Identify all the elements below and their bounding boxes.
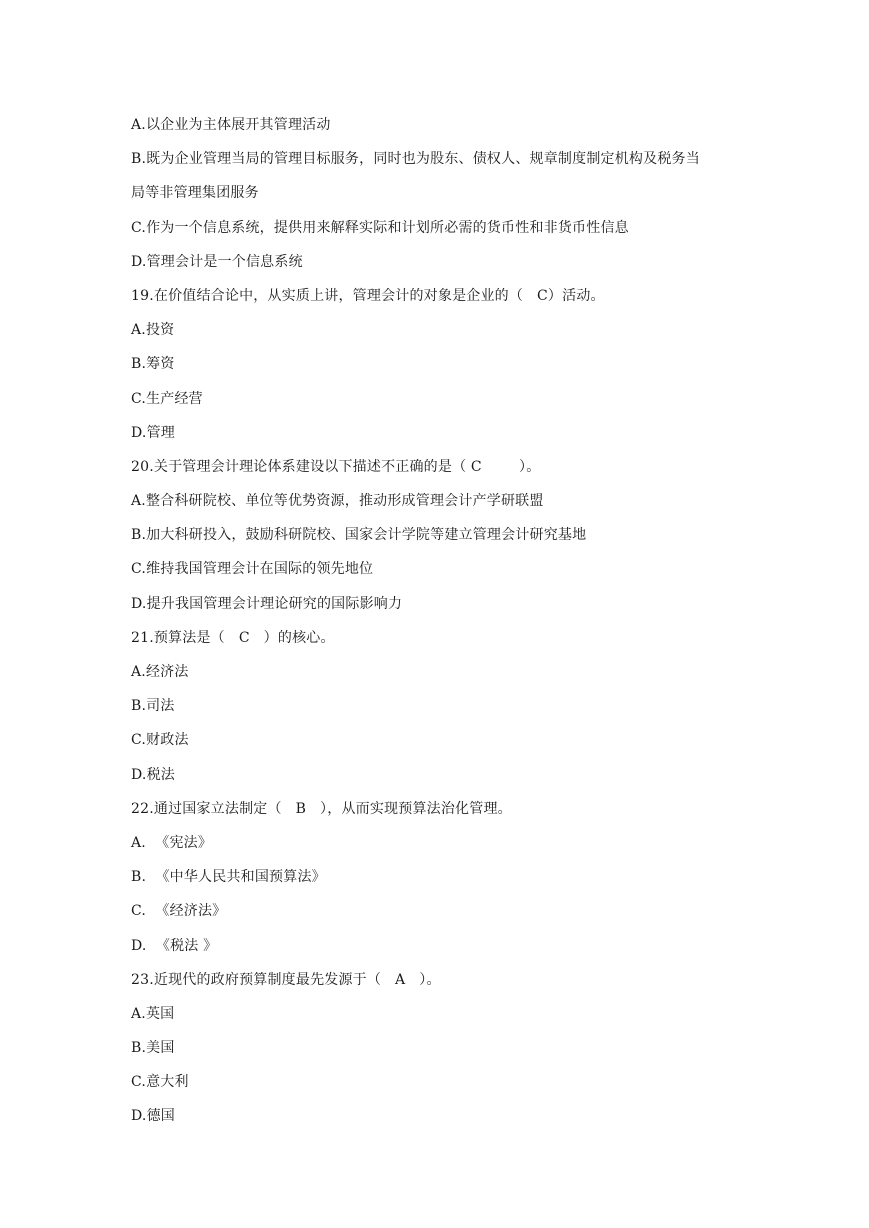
- option-d-q18: D.管理会计是一个信息系统: [131, 253, 303, 270]
- option-a-q20: A.整合科研院校、单位等优势资源，推动形成管理会计产学研联盟: [131, 493, 544, 510]
- option-d-q19: D.管理: [131, 424, 175, 441]
- option-c-q20: C.维持我国管理会计在国际的领先地位: [131, 561, 374, 578]
- option-c-q18: C.作为一个信息系统，提供用来解释实际和计划所必需的货币性和非货币性信息: [131, 219, 629, 236]
- option-c-q22: C. 《经济法》: [131, 903, 227, 920]
- question-23: 23.近现代的政府预算制度最先发源于（ A ）。: [131, 971, 441, 988]
- option-c-q23: C.意大利: [131, 1074, 189, 1091]
- option-a-q23: A.英国: [131, 1005, 175, 1022]
- option-d-q22: D. 《税法 》: [131, 937, 218, 954]
- option-a-q21: A.经济法: [131, 664, 189, 680]
- option-c-q19: C.生产经营: [131, 390, 203, 407]
- question-21: 21.预算法是（ C ）的核心。: [131, 629, 335, 646]
- option-c-q21: C.财政法: [131, 732, 189, 749]
- option-b-q18-line1: B.既为企业管理当局的管理目标服务，同时也为股东、债权人、规章制度制定机构及税务当: [131, 151, 700, 168]
- question-22: 22.通过国家立法制定（ B ），从而实现预算法治化管理。: [131, 800, 512, 817]
- option-d-q21: D.税法: [131, 766, 175, 783]
- option-a-q19: A.投资: [131, 322, 175, 339]
- option-b-q23: B.美国: [131, 1040, 175, 1057]
- option-b-q19: B.筹资: [131, 356, 175, 373]
- option-b-q18-line2: 局等非管理集团服务: [131, 185, 259, 202]
- option-a-q22: A. 《宪法》: [131, 834, 213, 851]
- document-body: [131, 108, 751, 1134]
- question-20: 20.关于管理会计理论体系建设以下描述不正确的是（ C ）。: [131, 458, 541, 475]
- option-b-q20: B.加大科研投入，鼓励科研院校、国家会计学院等建立管理会计研究基地: [131, 527, 587, 544]
- question-19: 19.在价值结合论中，从实质上讲，管理会计的对象是企业的（ C）活动。: [131, 287, 605, 304]
- option-a-q18: A.以企业为主体展开其管理活动: [131, 117, 331, 133]
- option-b-q22: B. 《中华人民共和国预算法》: [131, 869, 326, 886]
- option-d-q20: D.提升我国管理会计理论研究的国际影响力: [131, 595, 403, 612]
- option-d-q23: D.德国: [131, 1108, 175, 1125]
- option-b-q21: B.司法: [131, 698, 175, 715]
